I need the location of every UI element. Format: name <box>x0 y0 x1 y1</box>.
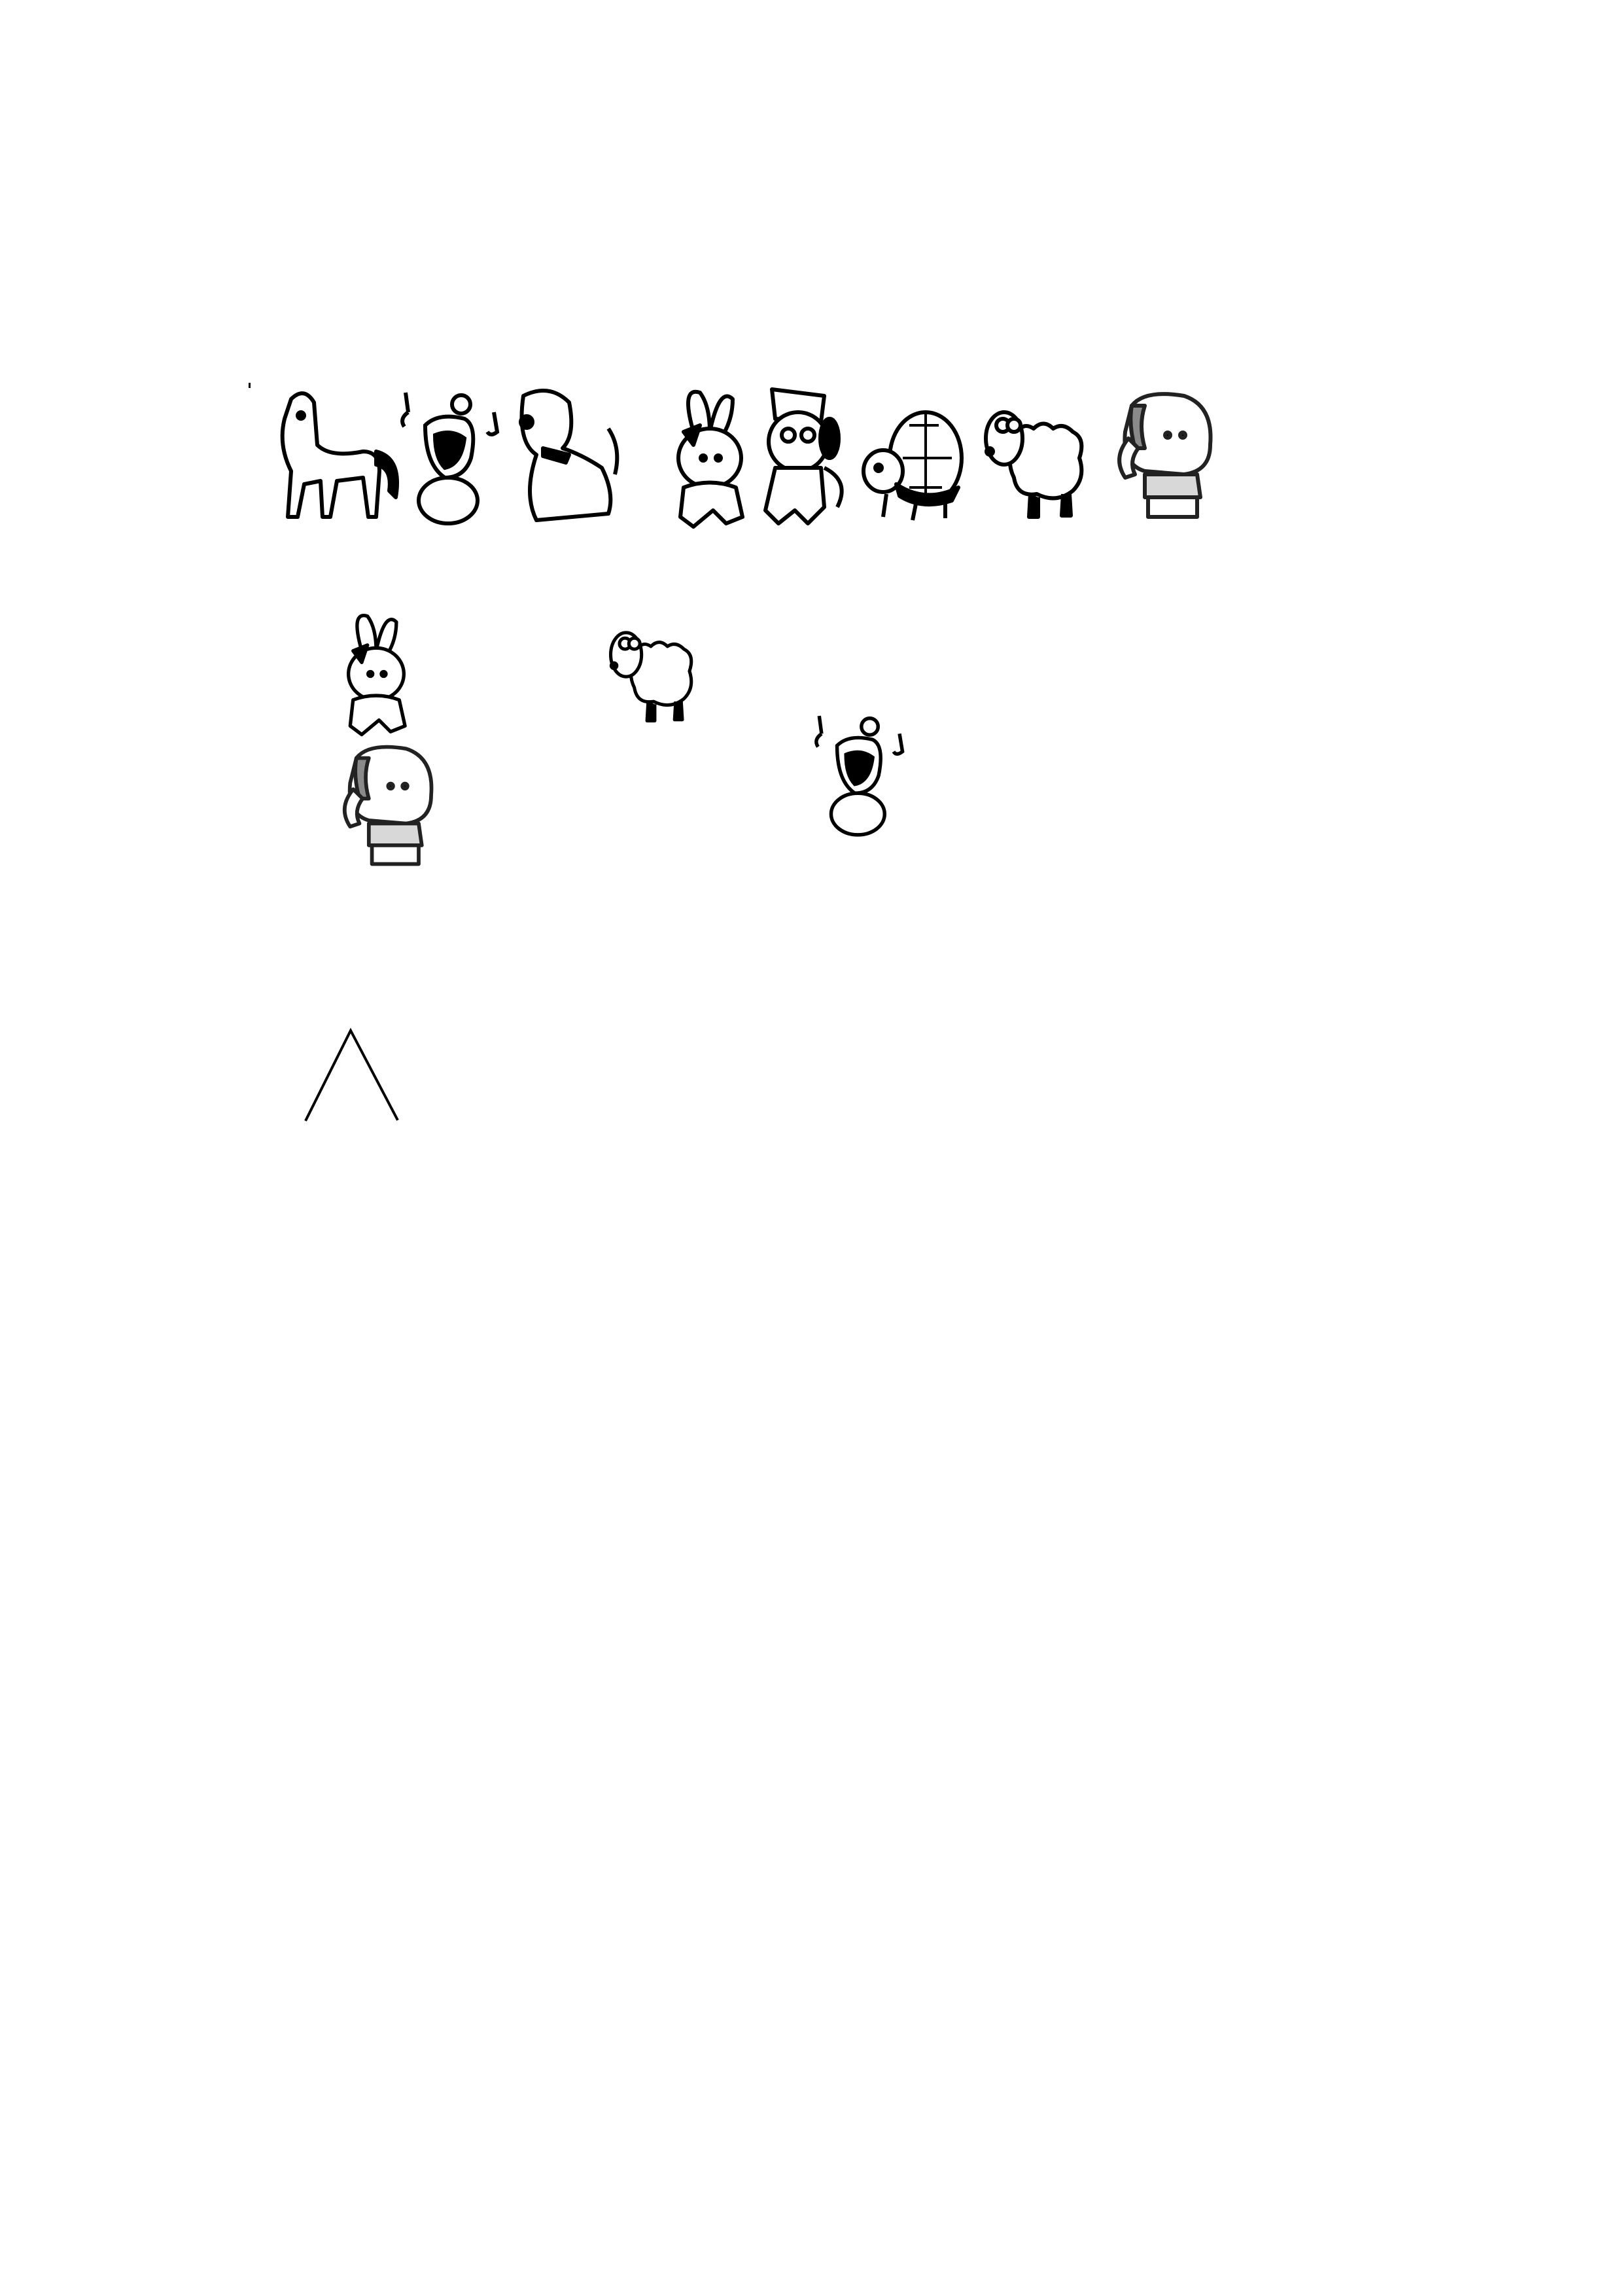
example-1-branch <box>305 1031 398 1121</box>
